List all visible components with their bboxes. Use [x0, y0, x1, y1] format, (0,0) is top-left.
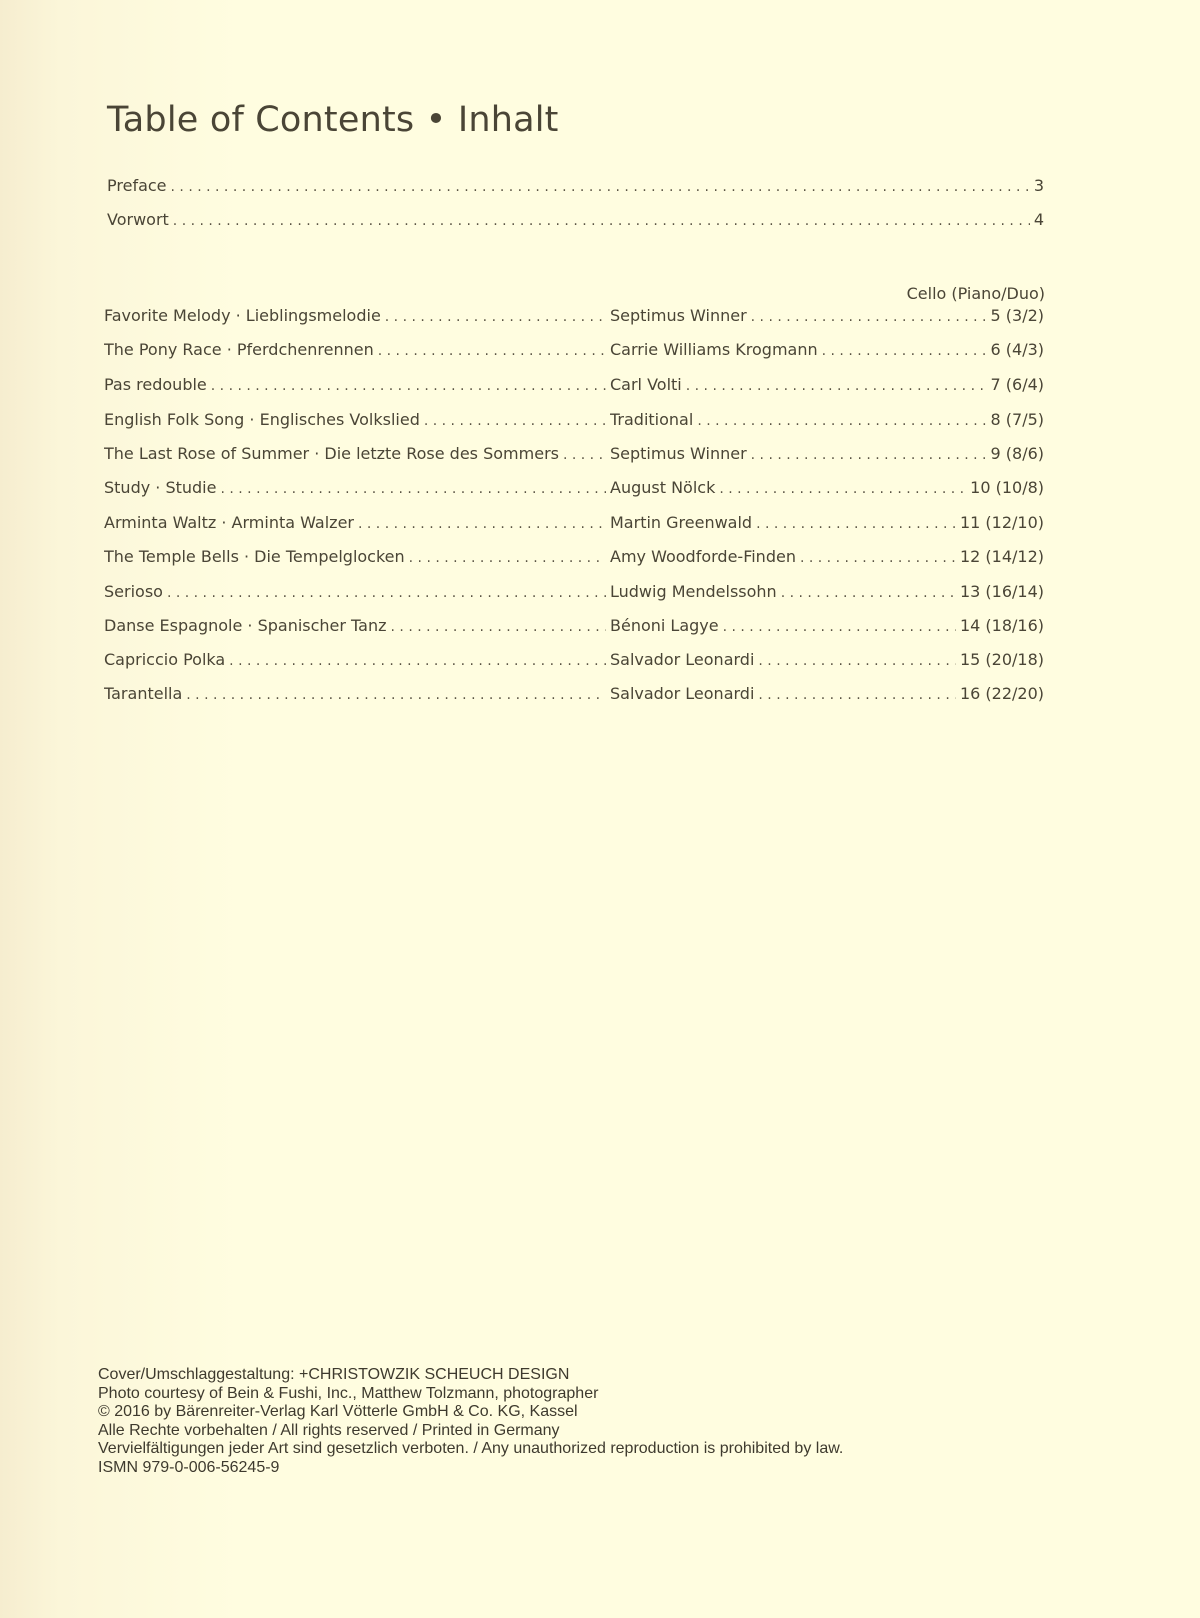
toc-entry[interactable] [104, 340, 1044, 359]
toc-entry[interactable] [104, 444, 1044, 463]
dot-leader [186, 687, 606, 703]
toc-entry[interactable] [104, 306, 1044, 325]
composer: Bénoni Lagye [610, 616, 719, 635]
reproduction-notice: Vervielfältigungen jeder Art sind gesetzlich verboten. / Any unauthorized reproduction is prohibited by law. [98, 1440, 844, 1457]
toc-entry[interactable] [104, 547, 1044, 566]
page-numbers: 5 (3/2) [990, 306, 1044, 325]
composer: Carl Volti [610, 375, 682, 394]
toc-entry[interactable] [104, 616, 1044, 635]
dot-leader [424, 413, 606, 429]
piece-title: Capriccio Polka [104, 650, 226, 669]
dot-leader [220, 481, 606, 497]
toc-entry[interactable] [104, 410, 1044, 429]
column-header: Cello (Piano/Duo) [906, 284, 1045, 303]
dot-leader [211, 378, 606, 394]
imprint-footer [98, 1366, 843, 1477]
page-numbers: 11 (12/10) [959, 513, 1044, 532]
piece-title: The Temple Bells · Die Tempelglocken [104, 547, 405, 566]
dot-leader [563, 447, 606, 463]
toc-row-vorwort[interactable] [107, 210, 1044, 229]
page-numbers: 12 (14/12) [959, 547, 1044, 566]
dot-leader [758, 687, 956, 703]
page-numbers: 14 (18/16) [959, 616, 1044, 635]
toc-entry[interactable] [104, 650, 1044, 669]
toc-page-number: 4 [1033, 210, 1044, 229]
dot-leader [822, 343, 987, 359]
composer: Ludwig Mendelssohn [610, 582, 777, 601]
piece-title: Arminta Waltz · Arminta Walzer [104, 513, 354, 532]
dot-leader [756, 516, 956, 532]
dot-leader [800, 550, 956, 566]
page-numbers: 8 (7/5) [990, 410, 1044, 429]
composer: Traditional [610, 410, 694, 429]
dot-leader [686, 378, 987, 394]
toc-entry[interactable] [104, 582, 1044, 601]
dot-leader [173, 213, 1030, 229]
toc-entry[interactable] [104, 478, 1044, 497]
page-numbers: 6 (4/3) [990, 340, 1044, 359]
page-numbers: 9 (8/6) [990, 444, 1044, 463]
composer: Salvador Leonardi [610, 684, 755, 703]
toc-page-number: 3 [1033, 176, 1044, 195]
piece-title: Favorite Melody · Lieblingsmelodie [104, 306, 381, 325]
dot-leader [358, 516, 606, 532]
composer: Carrie Williams Krogmann [610, 340, 818, 359]
page-numbers: 16 (22/20) [959, 684, 1044, 703]
composer: August Nölck [610, 478, 716, 497]
dot-leader [758, 653, 956, 669]
piece-title: Pas redouble [104, 375, 207, 394]
toc-label: Preface [107, 176, 167, 195]
dot-leader [229, 653, 606, 669]
page-numbers: 15 (20/18) [959, 650, 1044, 669]
dot-leader [167, 585, 606, 601]
dot-leader [781, 585, 956, 601]
toc-row-preface[interactable] [107, 176, 1044, 195]
rights-notice: Alle Rechte vorbehalten / All rights reserved / Printed in Germany [98, 1421, 560, 1439]
dot-leader [751, 309, 987, 325]
piece-title: Danse Espagnole · Spanischer Tanz [104, 616, 387, 635]
piece-title: Serioso [104, 582, 163, 601]
dot-leader [385, 309, 606, 325]
toc-entry[interactable] [104, 513, 1044, 532]
toc-label: Vorwort [107, 210, 169, 229]
dot-leader [719, 481, 966, 497]
dot-leader [697, 413, 986, 429]
dot-leader [751, 447, 987, 463]
page-numbers: 13 (16/14) [959, 582, 1044, 601]
piece-title: The Last Rose of Summer · Die letzte Rose des Sommers [104, 444, 559, 463]
dot-leader [391, 619, 606, 635]
piece-title: The Pony Race · Pferdchenrennen [104, 340, 374, 359]
composer: Salvador Leonardi [610, 650, 755, 669]
dot-leader [409, 550, 606, 566]
toc-entry[interactable] [104, 684, 1044, 703]
dot-leader [378, 343, 606, 359]
composer: Septimus Winner [610, 444, 747, 463]
cover-credit: Cover/Umschlaggestaltung: +CHRISTOWZIK SCHEUCH DESIGN [98, 1366, 570, 1383]
piece-title: Study · Studie [104, 478, 217, 497]
dot-leader [171, 179, 1030, 195]
page-title: Table of Contents • Inhalt [107, 100, 559, 140]
copyright-notice: © 2016 by Bärenreiter-Verlag Karl Vötterle GmbH & Co. KG, Kassel [98, 1403, 578, 1420]
dot-leader [723, 619, 956, 635]
photo-credit: Photo courtesy of Bein & Fushi, Inc., Matthew Tolzmann, photographer [98, 1384, 599, 1402]
composer: Septimus Winner [610, 306, 747, 325]
page-numbers: 10 (10/8) [970, 478, 1044, 497]
composer: Martin Greenwald [610, 513, 753, 532]
piece-title: Tarantella [104, 684, 183, 703]
ismn: ISMN 979-0-006-56245-9 [98, 1458, 280, 1476]
piece-title: English Folk Song · Englisches Volkslied [104, 410, 420, 429]
composer: Amy Woodforde-Finden [610, 547, 796, 566]
toc-entry[interactable] [104, 375, 1044, 394]
page-numbers: 7 (6/4) [990, 375, 1044, 394]
